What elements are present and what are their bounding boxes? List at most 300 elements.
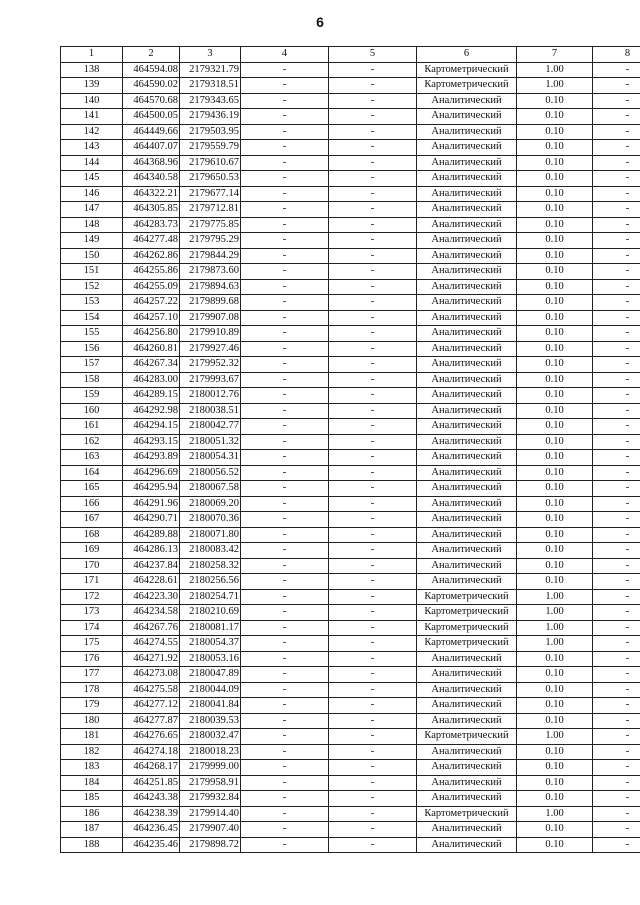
cell-col-8: - <box>593 186 640 202</box>
cell-coord-x: 464251.85 <box>123 775 180 791</box>
cell-method: Аналитический <box>417 93 517 109</box>
cell-accuracy: 0.10 <box>517 558 593 574</box>
cell-coord-y: 2179559.79 <box>180 140 241 156</box>
cell-coord-y: 2180056.52 <box>180 465 241 481</box>
cell-point-number: 147 <box>61 202 123 218</box>
cell-point-number: 138 <box>61 62 123 78</box>
cell-accuracy: 0.10 <box>517 341 593 357</box>
cell-coord-x: 464256.80 <box>123 326 180 342</box>
cell-col-4: - <box>241 574 329 590</box>
cell-col-5: - <box>329 636 417 652</box>
cell-col-5: - <box>329 388 417 404</box>
cell-coord-y: 2179321.79 <box>180 62 241 78</box>
cell-method: Аналитический <box>417 481 517 497</box>
cell-col-8: - <box>593 233 640 249</box>
cell-point-number: 153 <box>61 295 123 311</box>
cell-coord-x: 464407.07 <box>123 140 180 156</box>
cell-method: Аналитический <box>417 295 517 311</box>
cell-method: Аналитический <box>417 558 517 574</box>
cell-coord-y: 2180041.84 <box>180 698 241 714</box>
table-row <box>61 279 640 295</box>
cell-accuracy: 0.10 <box>517 124 593 140</box>
cell-coord-x: 464236.45 <box>123 822 180 838</box>
cell-col-5: - <box>329 589 417 605</box>
cell-col-8: - <box>593 465 640 481</box>
cell-point-number: 144 <box>61 155 123 171</box>
cell-point-number: 171 <box>61 574 123 590</box>
cell-accuracy: 0.10 <box>517 434 593 450</box>
cell-col-5: - <box>329 574 417 590</box>
cell-method: Аналитический <box>417 744 517 760</box>
cell-accuracy: 0.10 <box>517 450 593 466</box>
cell-col-5: - <box>329 775 417 791</box>
cell-coord-x: 464255.86 <box>123 264 180 280</box>
cell-coord-x: 464293.89 <box>123 450 180 466</box>
cell-col-8: - <box>593 202 640 218</box>
cell-point-number: 185 <box>61 791 123 807</box>
cell-point-number: 173 <box>61 605 123 621</box>
cell-coord-x: 464322.21 <box>123 186 180 202</box>
cell-accuracy: 0.10 <box>517 326 593 342</box>
cell-coord-y: 2179873.60 <box>180 264 241 280</box>
cell-method: Аналитический <box>417 496 517 512</box>
cell-col-8: - <box>593 264 640 280</box>
cell-coord-y: 2179503.95 <box>180 124 241 140</box>
table-row <box>61 140 640 156</box>
cell-col-8: - <box>593 171 640 187</box>
cell-point-number: 179 <box>61 698 123 714</box>
cell-col-4: - <box>241 434 329 450</box>
cell-col-8: - <box>593 806 640 822</box>
cell-col-5: - <box>329 496 417 512</box>
cell-col-4: - <box>241 450 329 466</box>
cell-col-4: - <box>241 605 329 621</box>
cell-point-number: 175 <box>61 636 123 652</box>
cell-method: Аналитический <box>417 186 517 202</box>
cell-accuracy: 0.10 <box>517 698 593 714</box>
cell-accuracy: 0.10 <box>517 93 593 109</box>
cell-col-8: - <box>593 543 640 559</box>
cell-col-4: - <box>241 403 329 419</box>
cell-point-number: 176 <box>61 651 123 667</box>
column-header-6: 6 <box>417 47 517 63</box>
table-row <box>61 326 640 342</box>
cell-col-4: - <box>241 837 329 853</box>
cell-coord-y: 2179795.29 <box>180 233 241 249</box>
cell-col-4: - <box>241 140 329 156</box>
cell-method: Аналитический <box>417 760 517 776</box>
table-row <box>61 496 640 512</box>
cell-accuracy: 0.10 <box>517 388 593 404</box>
cell-coord-x: 464276.65 <box>123 729 180 745</box>
cell-coord-y: 2179910.89 <box>180 326 241 342</box>
cell-col-5: - <box>329 248 417 264</box>
cell-col-8: - <box>593 109 640 125</box>
table-row <box>61 295 640 311</box>
cell-point-number: 169 <box>61 543 123 559</box>
cell-accuracy: 0.10 <box>517 667 593 683</box>
cell-coord-y: 2179677.14 <box>180 186 241 202</box>
cell-col-8: - <box>593 403 640 419</box>
cell-coord-y: 2179914.40 <box>180 806 241 822</box>
cell-col-5: - <box>329 357 417 373</box>
cell-col-4: - <box>241 326 329 342</box>
cell-coord-y: 2179993.67 <box>180 372 241 388</box>
cell-col-8: - <box>593 713 640 729</box>
cell-col-5: - <box>329 78 417 94</box>
cell-col-8: - <box>593 279 640 295</box>
cell-method: Аналитический <box>417 574 517 590</box>
cell-col-5: - <box>329 729 417 745</box>
cell-col-4: - <box>241 62 329 78</box>
cell-point-number: 154 <box>61 310 123 326</box>
cell-coord-y: 2179436.19 <box>180 109 241 125</box>
cell-method: Аналитический <box>417 822 517 838</box>
cell-point-number: 157 <box>61 357 123 373</box>
table-row <box>61 155 640 171</box>
cell-point-number: 182 <box>61 744 123 760</box>
cell-accuracy: 0.10 <box>517 357 593 373</box>
cell-col-8: - <box>593 357 640 373</box>
cell-coord-y: 2179927.46 <box>180 341 241 357</box>
cell-point-number: 163 <box>61 450 123 466</box>
cell-col-4: - <box>241 698 329 714</box>
cell-point-number: 168 <box>61 527 123 543</box>
table-row <box>61 651 640 667</box>
cell-col-4: - <box>241 372 329 388</box>
cell-accuracy: 0.10 <box>517 713 593 729</box>
cell-coord-y: 2180254.71 <box>180 589 241 605</box>
cell-method: Аналитический <box>417 450 517 466</box>
cell-point-number: 140 <box>61 93 123 109</box>
cell-col-8: - <box>593 140 640 156</box>
table-row <box>61 233 640 249</box>
cell-point-number: 187 <box>61 822 123 838</box>
cell-accuracy: 0.10 <box>517 651 593 667</box>
cell-coord-x: 464228.61 <box>123 574 180 590</box>
cell-point-number: 172 <box>61 589 123 605</box>
cell-accuracy: 0.10 <box>517 372 593 388</box>
cell-coord-y: 2179318.51 <box>180 78 241 94</box>
cell-accuracy: 0.10 <box>517 775 593 791</box>
cell-col-5: - <box>329 837 417 853</box>
cell-point-number: 165 <box>61 481 123 497</box>
cell-method: Аналитический <box>417 775 517 791</box>
cell-method: Аналитический <box>417 837 517 853</box>
cell-accuracy: 1.00 <box>517 636 593 652</box>
cell-coord-y: 2180042.77 <box>180 419 241 435</box>
cell-point-number: 170 <box>61 558 123 574</box>
cell-accuracy: 0.10 <box>517 682 593 698</box>
column-header-4: 4 <box>241 47 329 63</box>
cell-col-8: - <box>593 775 640 791</box>
cell-coord-x: 464292.98 <box>123 403 180 419</box>
cell-coord-y: 2179894.63 <box>180 279 241 295</box>
cell-col-4: - <box>241 248 329 264</box>
cell-col-5: - <box>329 140 417 156</box>
cell-col-4: - <box>241 620 329 636</box>
table-row <box>61 264 640 280</box>
table-row <box>61 465 640 481</box>
cell-col-5: - <box>329 713 417 729</box>
cell-coord-y: 2180054.31 <box>180 450 241 466</box>
cell-point-number: 181 <box>61 729 123 745</box>
cell-point-number: 178 <box>61 682 123 698</box>
cell-col-4: - <box>241 729 329 745</box>
cell-coord-x: 464283.00 <box>123 372 180 388</box>
cell-col-5: - <box>329 109 417 125</box>
cell-col-5: - <box>329 791 417 807</box>
cell-coord-y: 2180047.89 <box>180 667 241 683</box>
cell-point-number: 180 <box>61 713 123 729</box>
cell-method: Аналитический <box>417 248 517 264</box>
table-row <box>61 434 640 450</box>
cell-col-5: - <box>329 760 417 776</box>
cell-col-8: - <box>593 837 640 853</box>
cell-col-5: - <box>329 450 417 466</box>
cell-col-8: - <box>593 481 640 497</box>
cell-col-4: - <box>241 543 329 559</box>
cell-col-4: - <box>241 388 329 404</box>
cell-col-4: - <box>241 496 329 512</box>
cell-accuracy: 0.10 <box>517 419 593 435</box>
cell-col-4: - <box>241 636 329 652</box>
cell-col-4: - <box>241 217 329 233</box>
cell-point-number: 146 <box>61 186 123 202</box>
cell-col-8: - <box>593 310 640 326</box>
cell-method: Аналитический <box>417 264 517 280</box>
cell-point-number: 148 <box>61 217 123 233</box>
cell-coord-x: 464234.58 <box>123 605 180 621</box>
column-header-3: 3 <box>180 47 241 63</box>
column-header-2: 2 <box>123 47 180 63</box>
cell-accuracy: 0.10 <box>517 202 593 218</box>
cell-col-8: - <box>593 605 640 621</box>
cell-col-4: - <box>241 744 329 760</box>
cell-method: Аналитический <box>417 713 517 729</box>
cell-col-5: - <box>329 186 417 202</box>
cell-col-8: - <box>593 791 640 807</box>
cell-col-5: - <box>329 605 417 621</box>
cell-coord-y: 2179650.53 <box>180 171 241 187</box>
table-row <box>61 341 640 357</box>
cell-coord-y: 2179712.81 <box>180 202 241 218</box>
table-row <box>61 713 640 729</box>
cell-col-8: - <box>593 295 640 311</box>
cell-col-5: - <box>329 326 417 342</box>
table-row <box>61 775 640 791</box>
table-row <box>61 217 640 233</box>
cell-col-5: - <box>329 341 417 357</box>
cell-col-8: - <box>593 760 640 776</box>
table-row <box>61 202 640 218</box>
cell-accuracy: 0.10 <box>517 171 593 187</box>
cell-point-number: 184 <box>61 775 123 791</box>
cell-col-5: - <box>329 233 417 249</box>
table-row <box>61 791 640 807</box>
table-row <box>61 574 640 590</box>
cell-coord-y: 2179775.85 <box>180 217 241 233</box>
table-row <box>61 527 640 543</box>
cell-col-8: - <box>593 434 640 450</box>
cell-coord-x: 464255.09 <box>123 279 180 295</box>
cell-coord-x: 464290.71 <box>123 512 180 528</box>
cell-col-5: - <box>329 62 417 78</box>
cell-col-8: - <box>593 450 640 466</box>
cell-method: Аналитический <box>417 341 517 357</box>
cell-col-4: - <box>241 93 329 109</box>
table-header-row <box>61 47 640 63</box>
cell-point-number: 149 <box>61 233 123 249</box>
cell-col-5: - <box>329 527 417 543</box>
cell-coord-y: 2180012.76 <box>180 388 241 404</box>
cell-coord-x: 464274.55 <box>123 636 180 652</box>
cell-col-5: - <box>329 481 417 497</box>
table-row <box>61 682 640 698</box>
table-row <box>61 589 640 605</box>
cell-point-number: 143 <box>61 140 123 156</box>
table-row <box>61 186 640 202</box>
table-row <box>61 605 640 621</box>
cell-col-4: - <box>241 109 329 125</box>
cell-point-number: 145 <box>61 171 123 187</box>
cell-method: Аналитический <box>417 233 517 249</box>
cell-col-8: - <box>593 574 640 590</box>
cell-col-4: - <box>241 713 329 729</box>
cell-coord-x: 464267.76 <box>123 620 180 636</box>
coordinates-table <box>60 46 640 853</box>
cell-accuracy: 0.10 <box>517 837 593 853</box>
cell-col-5: - <box>329 620 417 636</box>
cell-coord-x: 464286.13 <box>123 543 180 559</box>
table-body <box>61 62 640 853</box>
cell-coord-x: 464449.66 <box>123 124 180 140</box>
table-row <box>61 93 640 109</box>
cell-method: Аналитический <box>417 682 517 698</box>
cell-col-4: - <box>241 806 329 822</box>
cell-method: Аналитический <box>417 155 517 171</box>
cell-col-5: - <box>329 295 417 311</box>
page-number: 6 <box>316 14 324 30</box>
cell-point-number: 174 <box>61 620 123 636</box>
cell-coord-x: 464590.02 <box>123 78 180 94</box>
cell-coord-x: 464295.94 <box>123 481 180 497</box>
cell-coord-y: 2180256.56 <box>180 574 241 590</box>
cell-col-8: - <box>593 341 640 357</box>
cell-coord-y: 2180069.20 <box>180 496 241 512</box>
cell-point-number: 159 <box>61 388 123 404</box>
cell-coord-y: 2179343.65 <box>180 93 241 109</box>
cell-col-8: - <box>593 248 640 264</box>
cell-col-5: - <box>329 93 417 109</box>
cell-coord-x: 464277.87 <box>123 713 180 729</box>
cell-coord-y: 2179958.91 <box>180 775 241 791</box>
cell-coord-y: 2179932.84 <box>180 791 241 807</box>
table-row <box>61 388 640 404</box>
cell-coord-x: 464570.68 <box>123 93 180 109</box>
table-row <box>61 512 640 528</box>
cell-accuracy: 0.10 <box>517 109 593 125</box>
cell-col-4: - <box>241 791 329 807</box>
table-row <box>61 760 640 776</box>
cell-point-number: 142 <box>61 124 123 140</box>
cell-col-8: - <box>593 388 640 404</box>
cell-col-8: - <box>593 93 640 109</box>
cell-coord-y: 2179999.00 <box>180 760 241 776</box>
table-row <box>61 806 640 822</box>
cell-col-8: - <box>593 217 640 233</box>
cell-point-number: 139 <box>61 78 123 94</box>
cell-point-number: 162 <box>61 434 123 450</box>
cell-method: Картометрический <box>417 806 517 822</box>
cell-method: Аналитический <box>417 171 517 187</box>
cell-accuracy: 1.00 <box>517 620 593 636</box>
cell-accuracy: 1.00 <box>517 729 593 745</box>
table-row <box>61 729 640 745</box>
cell-coord-x: 464262.86 <box>123 248 180 264</box>
cell-col-8: - <box>593 636 640 652</box>
cell-method: Аналитический <box>417 419 517 435</box>
table-row <box>61 248 640 264</box>
cell-accuracy: 0.10 <box>517 279 593 295</box>
cell-point-number: 160 <box>61 403 123 419</box>
cell-col-5: - <box>329 434 417 450</box>
table-row <box>61 109 640 125</box>
cell-col-5: - <box>329 806 417 822</box>
cell-accuracy: 0.10 <box>517 543 593 559</box>
cell-col-8: - <box>593 527 640 543</box>
cell-col-8: - <box>593 682 640 698</box>
cell-col-4: - <box>241 651 329 667</box>
cell-col-8: - <box>593 698 640 714</box>
cell-method: Аналитический <box>417 279 517 295</box>
cell-accuracy: 0.10 <box>517 791 593 807</box>
cell-col-8: - <box>593 512 640 528</box>
cell-method: Картометрический <box>417 620 517 636</box>
cell-accuracy: 1.00 <box>517 78 593 94</box>
cell-point-number: 167 <box>61 512 123 528</box>
cell-coord-x: 464500.05 <box>123 109 180 125</box>
table-row <box>61 481 640 497</box>
cell-coord-x: 464235.46 <box>123 837 180 853</box>
cell-coord-y: 2180032.47 <box>180 729 241 745</box>
cell-method: Аналитический <box>417 109 517 125</box>
cell-col-4: - <box>241 124 329 140</box>
cell-accuracy: 0.10 <box>517 512 593 528</box>
cell-point-number: 164 <box>61 465 123 481</box>
cell-method: Аналитический <box>417 434 517 450</box>
cell-point-number: 151 <box>61 264 123 280</box>
table-row <box>61 357 640 373</box>
cell-col-8: - <box>593 372 640 388</box>
cell-col-4: - <box>241 310 329 326</box>
cell-coord-x: 464260.81 <box>123 341 180 357</box>
table-row <box>61 837 640 853</box>
table-row <box>61 558 640 574</box>
cell-coord-x: 464271.92 <box>123 651 180 667</box>
cell-col-5: - <box>329 822 417 838</box>
cell-coord-y: 2180039.53 <box>180 713 241 729</box>
cell-col-4: - <box>241 341 329 357</box>
cell-accuracy: 1.00 <box>517 62 593 78</box>
table-row <box>61 543 640 559</box>
cell-coord-y: 2180038.51 <box>180 403 241 419</box>
cell-accuracy: 0.10 <box>517 140 593 156</box>
cell-accuracy: 1.00 <box>517 589 593 605</box>
cell-point-number: 158 <box>61 372 123 388</box>
cell-method: Аналитический <box>417 357 517 373</box>
cell-accuracy: 0.10 <box>517 155 593 171</box>
